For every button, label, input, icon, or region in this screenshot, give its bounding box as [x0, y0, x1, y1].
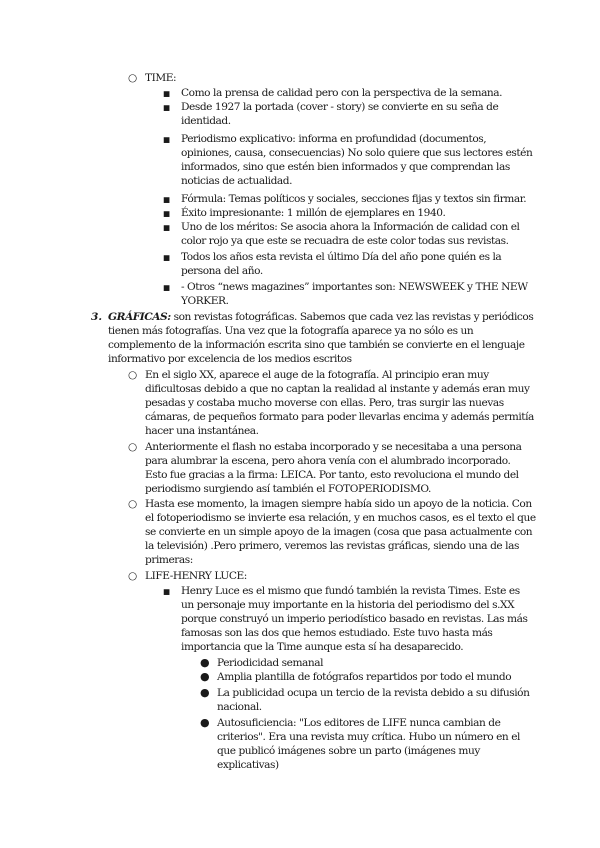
life-item-4-line-1: Autosuficiencia: "Los editores de LIFE nunca cambian de: [217, 717, 501, 729]
circle-bullet-icon: ○: [128, 441, 138, 453]
graficas-intro-rest: son revistas fotográficas. Sabemos que cada vez las revistas y periódicos: [170, 311, 534, 323]
square-bullet-icon: ■: [163, 253, 171, 262]
life-desc-line-3: porque construyó un imperio periodístico basado en revistas. Las más: [181, 613, 528, 625]
life-desc-line-2: un personaje muy importante en la historia del periodismo del s.XX: [181, 599, 515, 611]
graficas-item-3-line-1: Hasta ese momento, la imagen siempre había sido un apoyo de la noticia. Con: [145, 498, 532, 510]
square-bullet-icon: ■: [163, 223, 171, 232]
graficas-item-1-line-4: cámaras, de pequeños formato para poder llevarlas encima y además permitía: [145, 411, 534, 423]
graficas-item-2-line-1: Anteriormente el flash no estaba incorporado y se necesitaba a una persona: [145, 441, 522, 453]
time-item-8-line-2: YORKER.: [181, 295, 229, 307]
square-bullet-icon: ■: [163, 103, 171, 112]
time-item-3-line-1: Periodismo explicativo: informa en profundidad (documentos,: [181, 133, 487, 145]
graficas-item-2-line-4: periodismo surgiendo así también el FOTOPERIODISMO.: [145, 483, 431, 495]
time-item-2-line-2: identidad.: [181, 115, 231, 127]
circle-bullet-icon: ○: [128, 72, 138, 84]
life-item-1-line-1: Periodicidad semanal: [217, 657, 324, 669]
life-desc-line-5: importancia que la Time aunque esta sí ha desaparecido.: [181, 641, 464, 653]
time-item-2-line-1: Desde 1927 la portada (cover - story) se convierte en su seña de: [181, 101, 499, 113]
time-item-4-line-1: Fórmula: Temas políticos y sociales, secciones fijas y textos sin firmar.: [181, 193, 527, 205]
section-number: 3.: [91, 311, 103, 323]
life-item-3-line-2: nacional.: [217, 701, 262, 713]
square-bullet-icon: ■: [163, 89, 171, 98]
time-item-1-line-1: Como la prensa de calidad pero con la perspectiva de la semana.: [181, 87, 503, 99]
time-title: TIME:: [145, 72, 177, 84]
graficas-item-3-line-2: el fotoperiodismo se invierte esa relación, y en muchos casos, es el texto el que: [145, 512, 536, 524]
graficas-first-line: [108, 310, 533, 324]
life-item-2-line-1: Amplia plantilla de fotógrafos repartidos por todo el mundo: [217, 671, 512, 683]
square-bullet-icon: ■: [163, 587, 171, 596]
graficas-item-2-line-3: Esto fue gracias a la firma: LEICA. Por tanto, esto revoluciona el mundo del: [145, 469, 519, 481]
graficas-item-1-line-5: hacer una instantánea.: [145, 425, 259, 437]
circle-bullet-icon: ○: [128, 570, 138, 582]
time-item-3-line-4: noticias de actualidad.: [181, 175, 293, 187]
life-henry-luce-title: LIFE-HENRY LUCE:: [145, 570, 247, 582]
time-item-7-line-2: persona del año.: [181, 265, 263, 277]
dot-bullet-icon: ●: [200, 670, 210, 683]
time-item-3-line-2: opiniones, causa, consecuencias) No solo quiere que sus lectores estén: [181, 147, 533, 159]
circle-bullet-icon: ○: [128, 369, 138, 381]
square-bullet-icon: ■: [163, 135, 171, 144]
graficas-item-3-line-3: se convierte en un simple apoyo de la imagen (cosa que pasa actualmente con: [145, 526, 533, 538]
life-item-3-line-1: La publicidad ocupa un tercio de la revista debido a su difusión: [217, 687, 530, 699]
graficas-item-1-line-2: dificultosas debido a que no captan la realidad al instante y además eran muy: [145, 383, 530, 395]
time-item-3-line-3: informados, sino que estén bien informados y que comprendan las: [181, 161, 510, 173]
circle-bullet-icon: ○: [128, 498, 138, 510]
life-item-4-line-4: explicativas): [217, 759, 279, 771]
life-desc-line-4: famosas son las dos que hemos estudiado. Este tuvo hasta más: [181, 627, 493, 639]
life-item-4-line-3: que publicó imágenes sobre un parto (imágenes muy: [217, 745, 480, 757]
time-item-7-line-1: Todos los años esta revista el último Día del año pone quién es la: [181, 251, 502, 263]
dot-bullet-icon: ●: [200, 656, 210, 669]
time-item-6-line-2: color rojo ya que este se recuadra de este color todas sus revistas.: [181, 235, 509, 247]
graficas-intro-line-2: tienen más fotografías. Una vez que la fotografía aparece ya no sólo es un: [108, 325, 474, 337]
life-item-4-line-2: criterios". Era una revista muy crítica. Hubo un número en el: [217, 731, 520, 743]
graficas-intro-line-3: complemento de la información escrita sino que también se convierte en el lenguaje: [108, 339, 525, 351]
graficas-intro-line-4: informativo por excelencia de los medios escritos: [108, 353, 352, 365]
time-item-8-line-1: - Otros “news magazines” importantes son: NEWSWEEK y THE NEW: [181, 281, 528, 293]
time-item-5-line-1: Éxito impresionante: 1 millón de ejemplares en 1940.: [181, 207, 446, 219]
dot-bullet-icon: ●: [200, 686, 210, 699]
dot-bullet-icon: ●: [200, 716, 210, 729]
graficas-item-2-line-2: para alumbrar la escena, pero ahora venía con el alumbrado incorporado.: [145, 455, 511, 467]
graficas-item-1-line-3: pesadas y costaba mucho moverse con ellas. Pero, tras surgir las nuevas: [145, 397, 504, 409]
graficas-heading: GRÁFICAS:: [108, 311, 171, 323]
graficas-item-3-line-4: la televisión) .Pero primero, veremos las revistas gráficas, siendo una de las: [145, 540, 519, 552]
time-item-6-line-1: Uno de los méritos: Se asocia ahora la Información de calidad con el: [181, 221, 520, 233]
graficas-item-3-line-5: primeras:: [145, 554, 193, 566]
life-desc-line-1: Henry Luce es el mismo que fundó también la revista Times. Este es: [181, 585, 520, 597]
square-bullet-icon: ■: [163, 283, 171, 292]
graficas-item-1-line-1: En el siglo XX, aparece el auge de la fotografía. Al principio eran muy: [145, 369, 489, 381]
square-bullet-icon: ■: [163, 195, 171, 204]
square-bullet-icon: ■: [163, 209, 171, 218]
